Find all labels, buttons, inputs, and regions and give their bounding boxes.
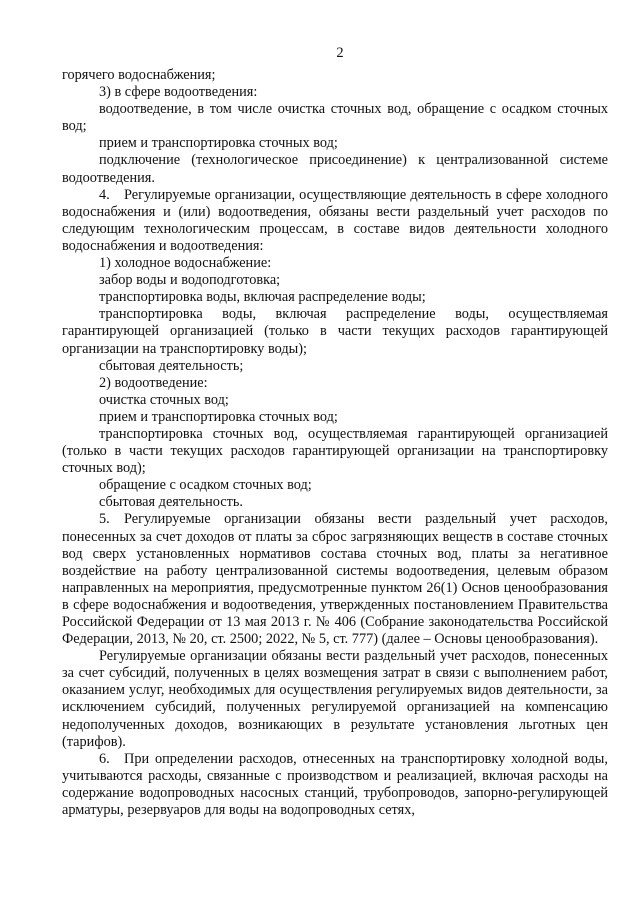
paragraph: 6. При определении расходов, отнесенных на транспортировку холодной воды, учитываются расходы, связанные с производством и реализацией, включая расходы на содержание водопроводных насосных станций, трубопроводов, запорно-регулирующей арматуры, резервуаров для воды на водопроводных сетях, [62, 750, 608, 819]
document-body [62, 67, 608, 819]
page-number: 2 [336, 45, 344, 61]
paragraph: подключение (технологическое присоединение) к централизованной системе водоотведения. [62, 152, 608, 186]
paragraph: 2) водоотведение: [99, 374, 208, 391]
paragraph: очистка сточных вод; [99, 391, 229, 408]
paragraph: прием и транспортировка сточных вод; [99, 408, 338, 425]
paragraph: 1) холодное водоснабжение: [99, 255, 272, 272]
paragraph: 5. Регулируемые организации обязаны вести раздельный учет расходов, понесенных за счет доходов от платы за сброс загрязняющих веществ в составе сточных вод сверх установленных нормативов состава сточных вод, платы за негативное воздействие на работу централизованной системы водоотведения, целевым образом направленных на мероприятия, предусмотренные пунктом 26(1) Основ ценообразования в сфере водоснабжения и водоотведения, утвержденных постановлением Правительства Российской Федерации от 13 мая 2013 г. № 406 (Собрание законодательства Российской Федерации, 2013, № 20, ст. 2500; 2022, № 5, ст. 777) (далее – Основы ценообразования). [62, 511, 608, 648]
paragraph: 3) в сфере водоотведения: [99, 84, 258, 101]
paragraph: прием и транспортировка сточных вод; [99, 135, 338, 152]
paragraph: забор воды и водоподготовка; [99, 272, 281, 289]
paragraph: сбытовая деятельность. [99, 494, 243, 511]
paragraph: водоотведение, в том числе очистка сточных вод, обращение с осадком сточных вод; [62, 101, 608, 135]
paragraph: 4. Регулируемые организации, осуществляющие деятельность в сфере холодного водоснабжения и (или) водоотведения, обязаны вести раздельный учет расходов по следующим технологическим процессам, в составе видов деятельности холодного водоснабжения и водоотведения: [62, 186, 608, 254]
paragraph: транспортировка сточных вод, осуществляемая гарантирующей организацией (только в части текущих расходов гарантирующей организации на транспортировку сточных вод); [62, 425, 608, 477]
paragraph: транспортировка воды, включая распределение воды; [99, 289, 426, 306]
paragraph: транспортировка воды, включая распределение воды, осуществляемая гарантирующей организацией (только в части текущих расходов гарантирующей организации на транспортировку воды); [62, 306, 608, 357]
paragraph: обращение с осадком сточных вод; [99, 477, 312, 494]
paragraph: сбытовая деятельность; [99, 357, 244, 374]
paragraph: Регулируемые организации обязаны вести раздельный учет расходов, понесенных за счет субсидий, полученных в целях возмещения затрат в связи с выполнением работ, оказанием услуг, необходимых для осуществления регулируемых видов деятельности, за исключением субсидий, полученных регулируемой организацией на компенсацию недополученных доходов, возникающих в результате установления льготных цен (тарифов). [62, 648, 608, 750]
paragraph: горячего водоснабжения; [62, 67, 216, 83]
